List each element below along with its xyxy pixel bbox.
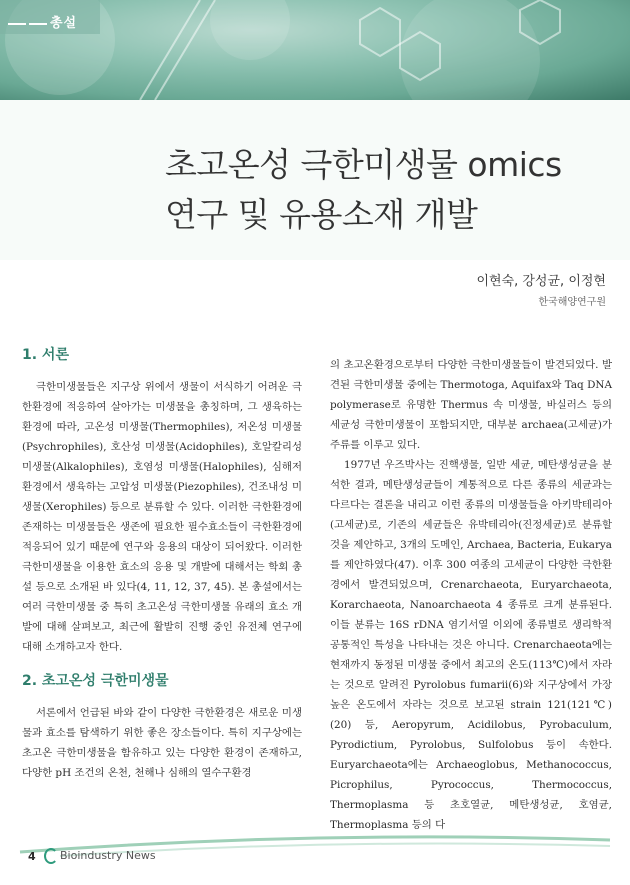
paragraph: 서론에서 언급된 바와 같이 다양한 극한환경은 새로운 미생물과 효소를 탐색하기 위한 좋은 장소들이다. 특히 지구상에는 초고온 극한미생물을 함유하고 있는 다양한 환경이 존재하고, 다양한 pH 조건의 온천, 천해나 심해의 열수구환경 [22, 707, 302, 779]
paragraph: 1977년 우즈박사는 진핵생물, 일반 세균, 메탄생성균을 분석한 결과, 메탄생성균들이 계통적으로 다른 종류의 세균과는 다르다는 결론을 내리고 이런 종류의 미생물들을 아키박테리아(고세균)로, 기존의 세균들은 유박테리아(진정세균)로 분류할 것을 제안하고, 3개의 도메인, Archaea, Bacteria, Eukarya를 제안하였다(47). 이후 300 여종의 고세균이 다양한 극한환경에서 발견되었으며, Crenarchaeota, Euryarchaeota, Korarchaeota, Nanoarchaeota 4 종류로 크게 분류된다. 이들 분류는 16S rDNA 염기서열 이외에 종류별로 생리학적 공통적인 특성을 나타내는 것은 아니다. Crenarchaeota에는 현재까지 동정된 미생물 중에서 최고의 온도(113℃)에서 자라는 것으로 알려진 Pyrolobus fumarii(6)와 지구상에서 가장 높은 온도에서 자라는 것으로 보고된 strain 121(121℃) (20) 등, Aeropyrum, Acidilobus, Pyrobaculum, Pyrodictium, Pyrolobus, Sulfolobus 등이 속한다. Euryarchaeota에는 Archaeoglobus, Methanococcus, Picrophilus, Pyrococcus, Thermococcus, Thermoplasma 등 초호열균, 메탄생성균, 호염균, Thermoplasma 등의 다 [330, 459, 612, 831]
dash-icon [29, 23, 47, 25]
header-banner [0, 0, 630, 100]
title-line-1: 초고온성 극한미생물 omics [165, 145, 562, 184]
article-title [165, 140, 605, 240]
journal-name [44, 848, 156, 864]
section-tag [8, 12, 77, 31]
heading-introduction: 1. 서론 [22, 347, 69, 363]
authors: 이현숙, 강성균, 이정현 [476, 274, 606, 289]
left-column [22, 345, 302, 783]
page-number: 4 [28, 850, 36, 863]
title-line-2: 연구 및 유용소재 개발 [165, 195, 478, 234]
paragraph: 의 초고온환경으로부터 다양한 극한미생물들이 발견되었다. 발견된 극한미생물 중에는 Thermotoga, Aquifax와 Taq DNA polymerase로 유명한 Thermus 속 미생물, 바실러스 등의 세균성 극한미생물이 포함되지만, 대부분 archaea(고세균)가 주류를 이루고 있다. [330, 359, 612, 451]
dash-icon [8, 23, 26, 25]
affiliation: 한국해양연구원 [538, 297, 606, 308]
section-tag-label: 총설 [50, 16, 78, 31]
paragraph: 극한미생물들은 지구상 위에서 생물이 서식하기 어려운 극한환경에 적응하여 살아가는 미생물을 총칭하며, 그 생육하는 환경에 따라, 고온성 미생물(Thermophiles), 저온성 미생물(Psychrophiles), 호산성 미생물(Acidophiles), 호알칼리성 미생물(Alkalophiles), 호염성 미생물(Halophiles), 심해저 환경에서 생육하는 고압성 미생물(Piezophiles), 건조내성 미생물(Xerophiles) 등으로 분류할 수 있다. 이러한 극한환경에 존재하는 미생물들은 생존에 필요한 필수효소들이 극한환경에 적응되어 있기 때문에 연구와 응용의 대상이 되어왔다. 이러한 극한미생물을 이용한 효소의 응용 및 개발에 대해서는 학회 총설 등으로 소개된 바 있다(4, 11, 12, 37, 45). 본 총설에서는 여러 극한미생물 중 특히 초고온성 극한미생물 유래의 효소 개발에 대해 살펴보고, 최근에 활발히 진행 중인 유전체 연구에 대해 소개하고자 한다. [22, 381, 302, 653]
molecule-decoration-icon [0, 0, 630, 100]
logo-ring-icon [44, 848, 58, 864]
right-column [330, 355, 612, 835]
journal-label: Bioindustry News [60, 849, 156, 862]
heading-hyperthermophiles: 2. 초고온성 극한미생물 [22, 673, 169, 689]
